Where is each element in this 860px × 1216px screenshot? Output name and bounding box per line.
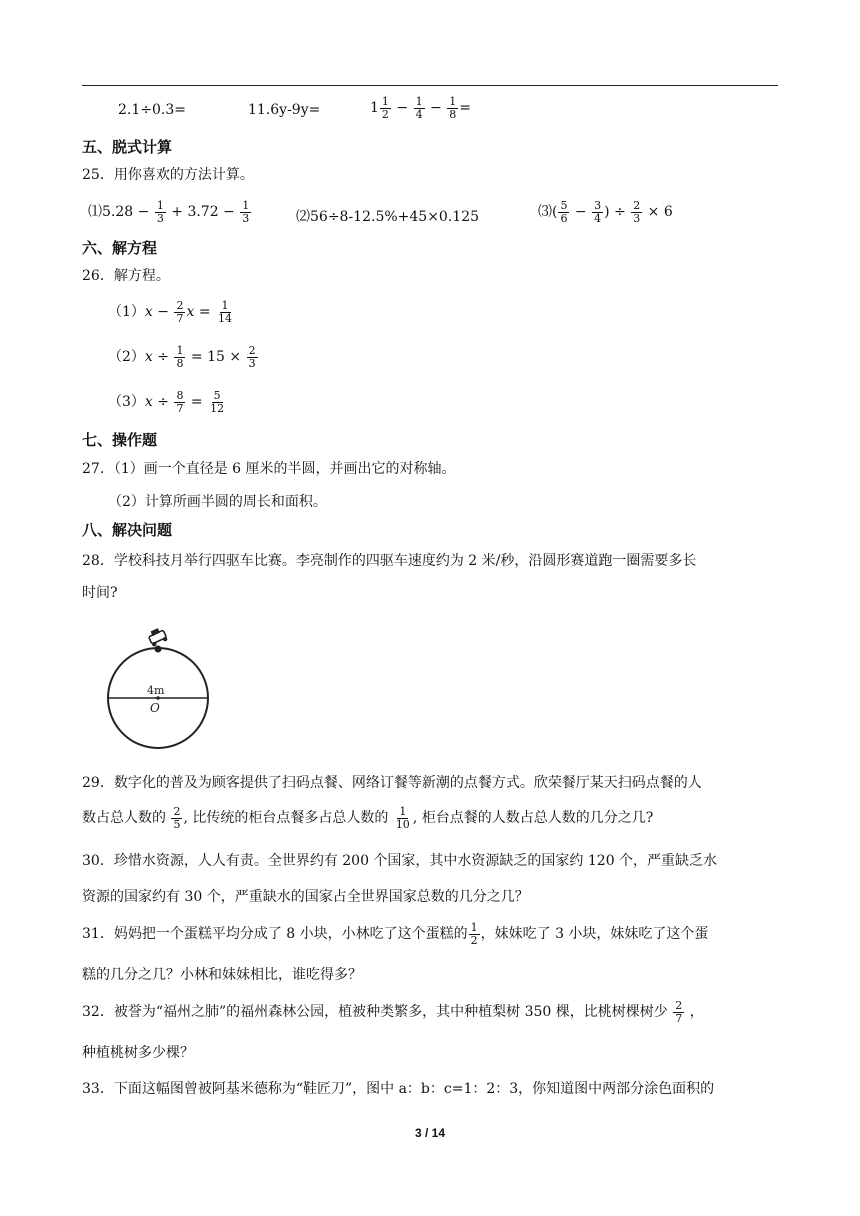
question-32-line-1: 32．被誉为“福州之肺”的福州森林公园，植被种类繁多，其中种植梨树 350 棵，比桃树棵树少 $\frac{2}{7}$ ， bbox=[82, 999, 704, 1025]
equation-3: （3）x ÷ $\frac{8}{7}$ = $\frac{5}{12}$ bbox=[108, 389, 225, 415]
fraction: $\frac{1}{2}$ bbox=[381, 95, 389, 121]
question-26: 26．解方程。 bbox=[82, 268, 170, 284]
section-7-heading: 七、操作题 bbox=[82, 431, 158, 449]
car-icon bbox=[147, 626, 168, 647]
fraction: $\frac{1}{4}$ bbox=[415, 95, 423, 121]
fraction: $\frac{1}{8}$ bbox=[449, 95, 457, 121]
minus-sign: − bbox=[430, 100, 442, 117]
question-29-line-1: 29．数字化的普及为顾客提供了扫码点餐、网络订餐等新潮的点餐方式。欣荣餐厅某天扫码点餐的人 bbox=[82, 775, 702, 791]
whole-part: 1 bbox=[370, 100, 379, 117]
section-5-heading: 五、脱式计算 bbox=[82, 138, 173, 156]
circular-track-figure bbox=[100, 624, 220, 752]
q25-part-1: ⑴5.28 − $\frac{1}{3}$ + 3.72 − $\frac{1}{3}$ bbox=[88, 199, 250, 225]
expr-2-1-div-0-3: 2.1÷0.3= bbox=[118, 102, 186, 118]
question-33-line-1: 33．下面这幅图曾被阿基米德称为“鞋匠刀”，图中 a：b：c=1：2：3，你知道图中两部分涂色面积的 bbox=[82, 1081, 715, 1097]
diameter-label: 4m bbox=[147, 684, 165, 697]
question-27-part-1: 27．（1）画一个直径是 6 厘米的半圆，并画出它的对称轴。 bbox=[82, 461, 456, 477]
section-6-heading: 六、解方程 bbox=[82, 239, 158, 257]
q25-part-2: ⑵56÷8-12.5%+45×0.125 bbox=[296, 209, 480, 225]
question-30-line-2: 资源的国家约有 30 个，严重缺水的国家占全世界国家总数的几分之几？ bbox=[82, 889, 529, 905]
car-position-dot bbox=[155, 646, 162, 653]
question-29-line-2: 数占总人数的 $\frac{2}{5}$ , 比传统的柜台点餐多占总人数的 $\frac{1}{10}$ , 柜台点餐的人数占总人数的几分之几? bbox=[82, 805, 654, 831]
minus-sign: − bbox=[396, 100, 409, 117]
question-30-line-1: 30．珍惜水资源，人人有责。全世界约有 200 个国家，其中水资源缺乏的国家约 120 个，严重缺乏水 bbox=[82, 853, 718, 869]
question-27-part-2: （2）计算所画半圆的周长和面积。 bbox=[108, 494, 327, 510]
page-number: 3 / 14 bbox=[414, 1126, 446, 1140]
equation-2: （2）x ÷ $\frac{1}{8}$ = 15 × $\frac{2}{3}$ bbox=[108, 344, 256, 370]
expr-mixed-fraction bbox=[370, 96, 471, 120]
q25-part-3: ⑶( $\frac{5}{6}$ − $\frac{3}{4}$ ) ÷ $\frac{2}{3}$ × 6 bbox=[538, 199, 673, 225]
section-8-heading: 八、解决问题 bbox=[82, 521, 173, 539]
question-25: 25．用你喜欢的方法计算。 bbox=[82, 167, 254, 183]
question-28-line-1: 28．学校科技月举行四驱车比赛。李亮制作的四驱车速度约为 2 米/秒，沿圆形赛道跑一圈需要多长 bbox=[82, 553, 697, 569]
equation-1: （1）x − $\frac{2}{7}$ x = $\frac{1}{14}$ bbox=[108, 299, 233, 325]
question-31-line-2: 糕的几分之几？小林和妹妹相比，谁吃得多？ bbox=[82, 967, 362, 983]
equals-sign: = bbox=[459, 100, 471, 117]
question-31-line-1: 31．妈妈把一个蛋糕平均分成了 8 小块，小林吃了这个蛋糕的 $\frac{1}{2}$ ，妹妹吃了 3 小块，妹妹吃了这个蛋 bbox=[82, 921, 709, 947]
question-28-line-2: 时间? bbox=[82, 585, 118, 601]
question-32-line-2: 种植桃树多少棵？ bbox=[82, 1045, 194, 1061]
header-rule bbox=[82, 85, 778, 86]
expr-11-6y-9y: 11.6y-9y= bbox=[248, 102, 321, 118]
center-label: O bbox=[150, 701, 160, 715]
